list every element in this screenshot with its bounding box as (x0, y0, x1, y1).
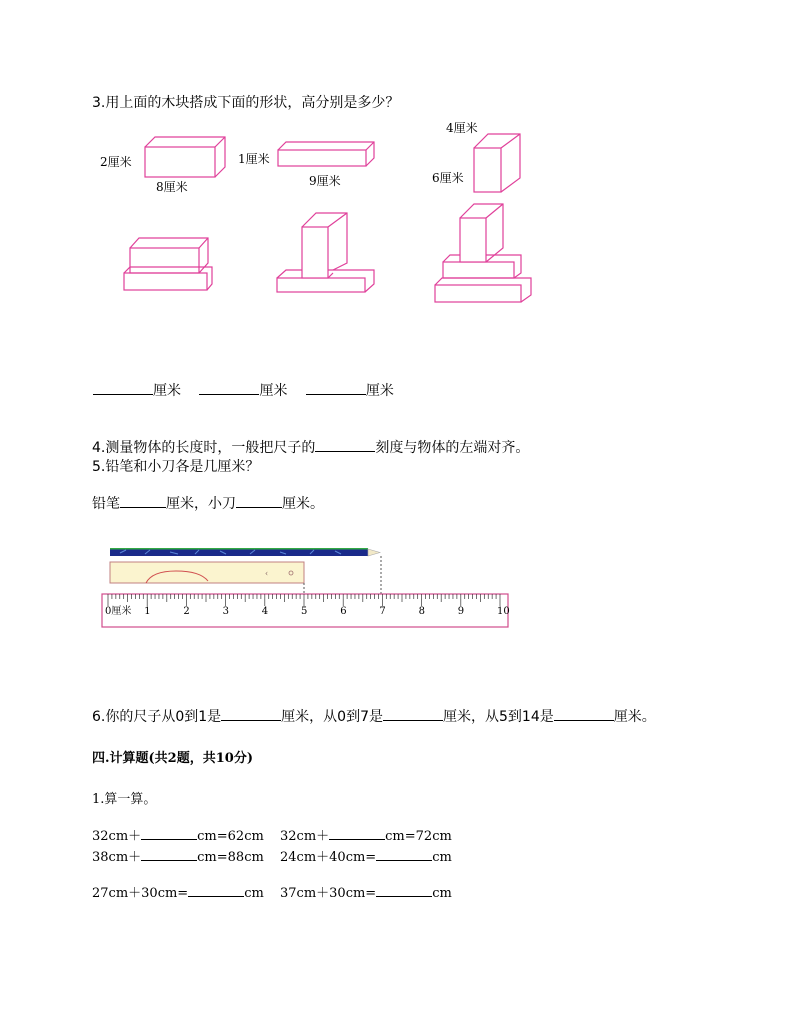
calc-row-3b: 37cm＋30cm= cm (280, 882, 452, 903)
calc-row-1b: 32cm＋ cm=72cm (280, 825, 452, 846)
ruler-figure (100, 545, 515, 635)
block2-shape (278, 142, 374, 166)
q6-blank-2[interactable] (383, 706, 443, 721)
ruler-label: 8 (418, 606, 425, 617)
ruler-label: 1 (144, 606, 151, 617)
ruler-label: 0厘米 (105, 606, 132, 617)
calc-row-1a: 32cm＋ cm=62cm (92, 825, 264, 846)
section4-title: 四.计算题(共2题，共10分) (92, 751, 253, 766)
assembled-3 (435, 204, 531, 302)
block3-top-label: 4厘米 (446, 121, 478, 135)
q6-blank-3[interactable] (554, 706, 614, 721)
ruler-label: 2 (183, 606, 190, 617)
ruler-label: 5 (301, 606, 308, 617)
blocks-figure (90, 115, 550, 315)
assembled-2 (277, 213, 374, 292)
q6-blank-1[interactable] (221, 706, 281, 721)
q3-blank-1[interactable] (93, 380, 153, 395)
calc-row-3a: 27cm＋30cm= cm (92, 882, 264, 903)
block3-height-label: 6厘米 (432, 171, 464, 185)
calc-row-2b: 24cm＋40cm= cm (280, 846, 452, 867)
ruler-label: 3 (222, 606, 229, 617)
block2-height-label: 1厘米 (238, 152, 270, 166)
svg-text:‹: ‹ (265, 569, 269, 578)
calc-title: 1.算一算。 (92, 792, 157, 807)
q4-text: 4.测量物体的长度时，一般把尺子的 刻度与物体的左端对齐。 (92, 437, 529, 457)
q3-answer-row: 厘米 厘米 厘米 (93, 380, 394, 400)
calc-blank-2a[interactable] (141, 846, 197, 861)
ruler-label: 6 (340, 606, 347, 617)
block3-shape (474, 134, 520, 192)
knife-image (110, 562, 304, 583)
q6-text: 6.你的尺子从0到1是 厘米，从0到7是 厘米，从5到14是 厘米。 (92, 706, 656, 726)
calc-blank-2b[interactable] (376, 846, 432, 861)
assembled-1 (124, 238, 212, 290)
ruler-label: 9 (457, 606, 465, 617)
q5-title: 5.铅笔和小刀各是几厘米？ (92, 459, 260, 475)
q3-title: 3.用上面的木块搭成下面的形状，高分别是多少？ (92, 95, 400, 111)
q3-blank-3[interactable] (306, 380, 366, 395)
calc-row-2a: 38cm＋ cm=88cm (92, 846, 264, 867)
block1-length-label: 8厘米 (156, 180, 188, 194)
calc-blank-1b[interactable] (329, 825, 385, 840)
block1-shape (145, 137, 225, 177)
ruler-label: 10 (497, 606, 510, 617)
knife-blank[interactable] (236, 493, 282, 508)
calc-blank-3b[interactable] (376, 882, 432, 897)
q3-blank-2[interactable] (199, 380, 259, 395)
block1-height-label: 2厘米 (100, 155, 132, 169)
ruler-label: 4 (261, 606, 269, 617)
calc-blank-1a[interactable] (141, 825, 197, 840)
pencil-blank[interactable] (120, 493, 166, 508)
ruler-label: 7 (379, 606, 386, 617)
block2-length-label: 9厘米 (309, 174, 341, 188)
pencil-image (110, 548, 380, 556)
calc-blank-3a[interactable] (188, 882, 244, 897)
q5-answer: 铅笔 厘米，小刀 厘米。 (92, 493, 324, 513)
q4-blank[interactable] (315, 437, 375, 452)
